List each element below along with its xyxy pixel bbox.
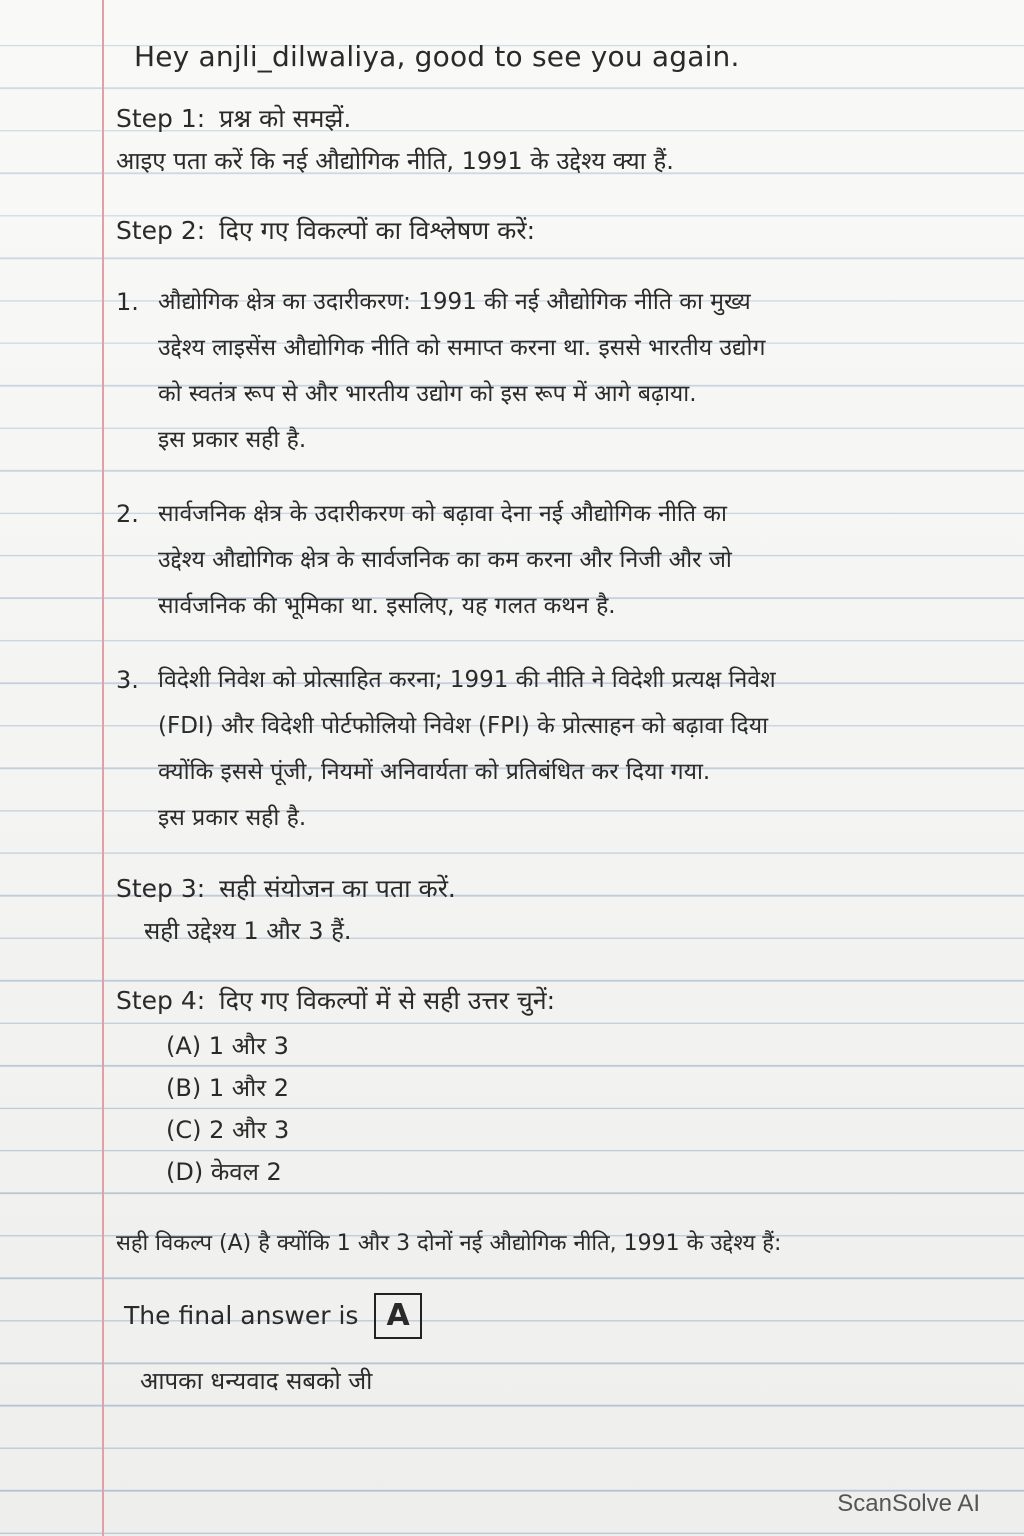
final-answer — [124, 1291, 996, 1341]
point-1-line-4: इस प्रकार सही है. — [158, 427, 307, 453]
option-b: (B) 1 और 2 — [166, 1074, 289, 1102]
point-1-line-3: को स्वतंत्र रूप से और भारतीय उद्योग को इस रूप में आगे बढ़ाया. — [158, 381, 697, 407]
step-4-label: Step 4: — [116, 986, 206, 1015]
option-c: (C) 2 और 3 — [166, 1116, 290, 1144]
solution-content — [116, 40, 996, 1403]
conclusion-text: सही विकल्प (A) है क्योंकि 1 और 3 दोनों नई औद्योगिक नीति, 1991 के उद्देश्य हैं: — [116, 1231, 782, 1256]
point-2 — [116, 491, 996, 629]
point-3-line-3: क्योंकि इससे पूंजी, नियमों अनिवार्यता को प्रतिबंधित कर दिया गया. — [158, 759, 711, 785]
point-3-line-1: विदेशी निवेश को प्रोत्साहित करना; 1991 की नीति ने विदेशी प्रत्यक्ष निवेश — [158, 667, 776, 693]
step-2 — [116, 211, 996, 251]
point-1-lines — [158, 279, 996, 463]
step-3 — [116, 869, 996, 953]
point-2-line-2: उद्देश्य औद्योगिक क्षेत्र के सार्वजनिक का कम करना और निजी और जो — [158, 547, 732, 573]
step-1-label: Step 1: — [116, 104, 206, 133]
point-1-line-1: औद्योगिक क्षेत्र का उदारीकरण: 1991 की नई औद्योगिक नीति का मुख्य — [158, 289, 751, 315]
point-2-number: 2. — [116, 500, 139, 528]
point-1 — [116, 279, 996, 463]
step-3-title — [116, 869, 996, 909]
final-answer-box: A — [374, 1293, 421, 1339]
point-3-lines — [158, 657, 996, 841]
step-1-heading: प्रश्न को समझें. — [219, 104, 352, 133]
step-2-label: Step 2: — [116, 216, 206, 245]
step-1 — [116, 99, 996, 183]
point-3-line-2: (FDI) और विदेशी पोर्टफोलियो निवेश (FPI) के प्रोत्साहन को बढ़ावा दिया — [158, 713, 769, 739]
step-4-title — [116, 981, 996, 1021]
step-3-text: सही उद्देश्य 1 और 3 हैं. — [144, 917, 352, 945]
step-1-text: आइए पता करें कि नई औद्योगिक नीति, 1991 के उद्देश्य क्या हैं. — [116, 147, 674, 175]
point-2-lines — [158, 491, 996, 629]
step-4 — [116, 981, 996, 1193]
step-2-heading: दिए गए विकल्पों का विश्लेषण करें: — [219, 216, 536, 245]
step-3-label: Step 3: — [116, 874, 206, 903]
point-2-line-1: सार्वजनिक क्षेत्र के उदारीकरण को बढ़ावा देना नई औद्योगिक नीति का — [158, 501, 727, 527]
point-3-line-4: इस प्रकार सही है. — [158, 805, 307, 831]
point-2-line-3: सार्वजनिक की भूमिका था. इसलिए, यह गलत कथन है. — [158, 593, 616, 619]
step-2-title — [116, 211, 996, 251]
answer-options — [116, 1025, 996, 1193]
step-3-heading: सही संयोजन का पता करें. — [219, 874, 456, 903]
point-1-number: 1. — [116, 288, 139, 316]
step-4-heading: दिए गए विकल्पों में से सही उत्तर चुनें: — [219, 986, 556, 1015]
step-1-title — [116, 99, 996, 139]
point-3-number: 3. — [116, 666, 139, 694]
brand-watermark: ScanSolve AI — [837, 1490, 980, 1517]
option-d: (D) केवल 2 — [166, 1158, 282, 1186]
final-answer-prefix: The final answer is — [124, 1301, 359, 1330]
point-3 — [116, 657, 996, 841]
greeting-text: Hey anjli_dilwaliya, good to see you again. — [134, 40, 740, 73]
option-a: (A) 1 और 3 — [166, 1032, 289, 1060]
notebook-margin-line — [102, 0, 104, 1536]
point-1-line-2: उद्देश्य लाइसेंस औद्योगिक नीति को समाप्त करना था. इससे भारतीय उद्योग — [158, 335, 766, 361]
sign-off-text: आपका धन्यवाद सबको जी — [140, 1367, 373, 1395]
